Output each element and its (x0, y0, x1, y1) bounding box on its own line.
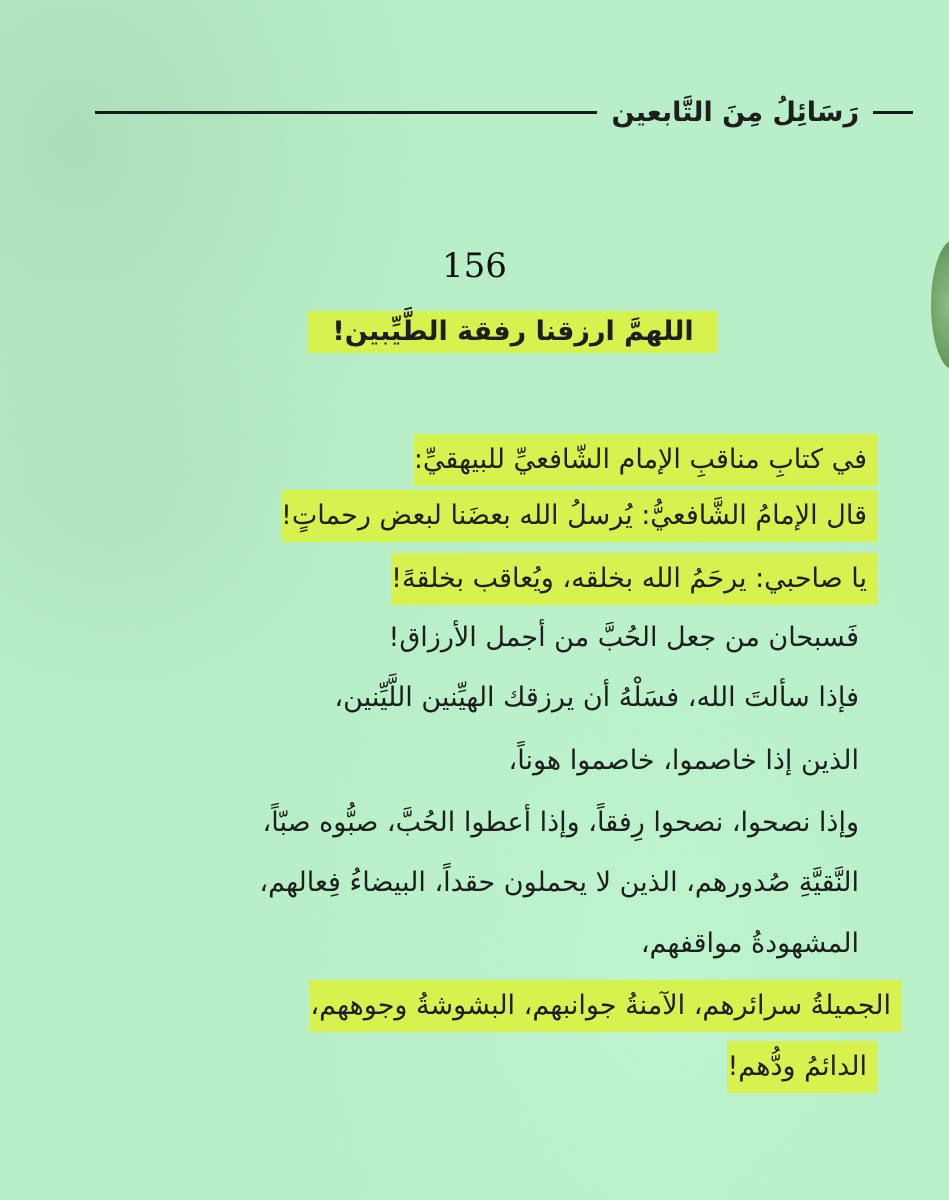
body-line-5: فإذا سألتَ الله، فسَلْهُ أن يرزقك الهيِّنين اللَّيِّنين، (334, 682, 859, 713)
body-line-10: الجميلةُ سرائرهم، الآمنةُ جوانبهم، البشوشةُ وجوههم، (310, 980, 901, 1032)
body-line-6: الذين إذا خاصموا، خاصموا هوناً، (508, 745, 859, 776)
body-line-9: المشهودةُ مواقفهم، (640, 928, 859, 959)
body-line-1: في كتابِ مناقبِ الإمام الشّافعيِّ للبيهقيِّ: (414, 434, 877, 486)
body-line-7: وإذا نصحوا، نصحوا رِفقاً، وإذا أعطوا الحُبَّ، صبُّوه صبّاً، (262, 807, 859, 838)
body-line-2: قال الإمامُ الشَّافعيُّ: يُرسلُ الله بعضَنا لبعض رحماتٍ! (281, 490, 877, 542)
running-title: رَسَائِلُ مِنَ التَّابعين (611, 96, 859, 128)
body-line-4: فَسبحان من جعل الحُبَّ من أجمل الأرزاق! (388, 622, 859, 653)
body-line-8: النَّقيَّةِ صُدورهم، الذين لا يحملون حقداً، البيضاءُ فِعالهم، (259, 867, 859, 898)
entry-number: 156 (442, 246, 507, 286)
body-line-11: الدائمُ ودُّهم! (727, 1041, 877, 1093)
entry-title: اللهمَّ ارزقنا رفقة الطَّيِّبين! (308, 311, 718, 353)
body-line-3: يا صاحبي: يرحَمُ الله بخلقه، ويُعاقب بخلقهً! (391, 553, 877, 605)
